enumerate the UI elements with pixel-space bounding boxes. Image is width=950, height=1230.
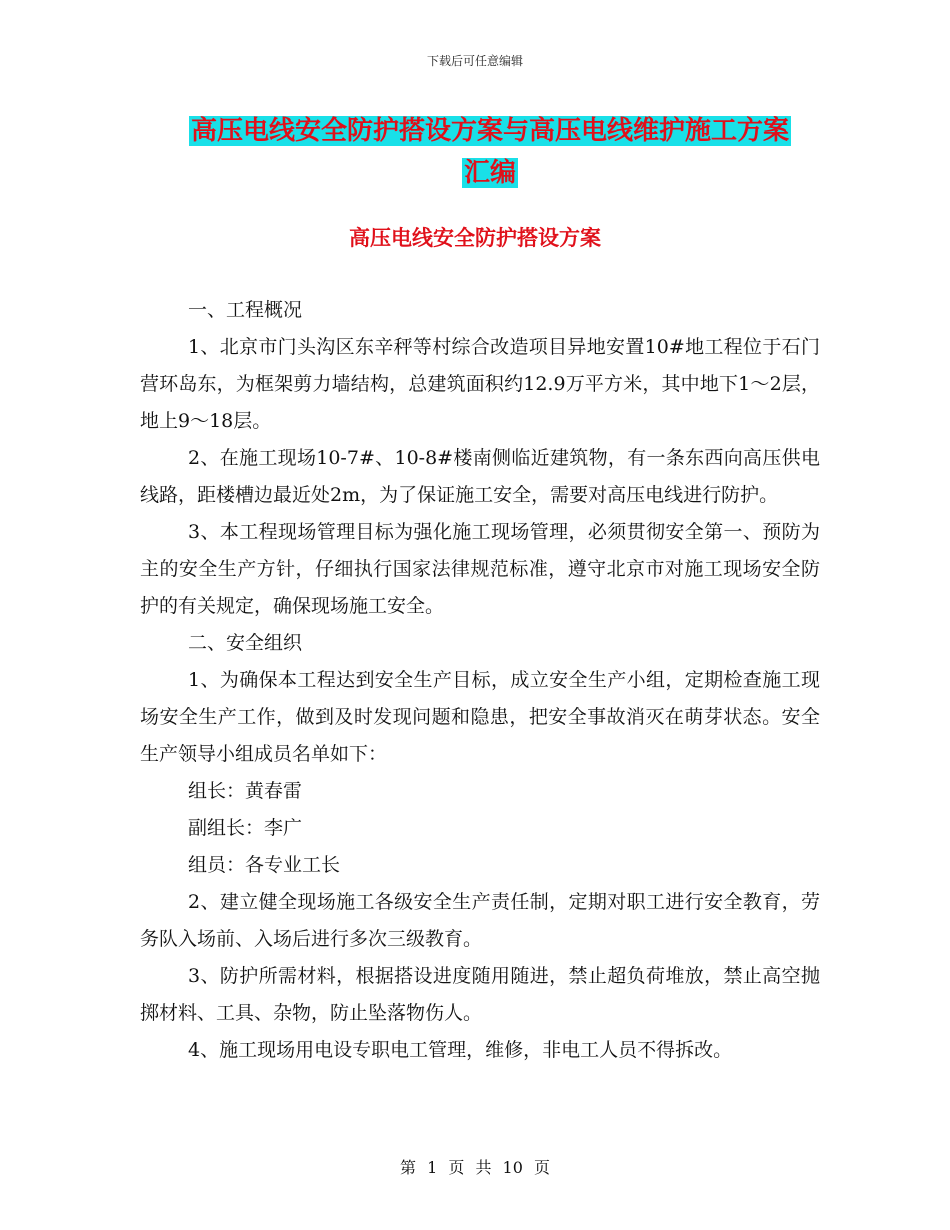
paragraph: 3、本工程现场管理目标为强化施工现场管理，必须贯彻安全第一、预防为主的安全生产方针，仔细执行国家法律规范标准，遵守北京市对施工现场安全防护的有关规定，确保现场施工安全。 [140,521,820,617]
document-title [140,110,840,194]
team-members: 组员：各专业工长 [188,854,341,876]
team-deputy-leader: 副组长：李广 [188,817,303,839]
team-leader: 组长：黄春雷 [188,780,303,802]
page-number: 第 1 页 共 10 页 [400,1158,550,1177]
title-line-1: 高压电线安全防护搭设方案与高压电线维护施工方案 [190,116,789,146]
title-line-2: 汇编 [463,158,516,188]
paragraph: 3、防护所需材料，根据搭设进度随用随进，禁止超负荷堆放，禁止高空抛掷材料、工具、杂物，防止坠落物伤人。 [140,965,820,1024]
paragraph: 4、施工现场用电设专职电工管理，维修，非电工人员不得拆改。 [188,1039,733,1061]
section-heading-overview: 一、工程概况 [188,299,303,321]
paragraph: 2、在施工现场10-7#、10-8#楼南侧临近建筑物，有一条东西向高压供电线路，距楼槽边最近处2m，为了保证施工安全，需要对高压电线进行防护。 [140,447,820,506]
paragraph: 2、建立健全现场施工各级安全生产责任制，定期对职工进行安全教育，劳务队入场前、入场后进行多次三级教育。 [140,891,820,950]
section-heading-organization: 二、安全组织 [188,632,303,654]
paragraph: 1、为确保本工程达到安全生产目标，成立安全生产小组，定期检查施工现场安全生产工作，做到及时发现问题和隐患，把安全事故消灭在萌芽状态。安全生产领导小组成员名单如下： [140,669,820,765]
section-title: 高压电线安全防护搭设方案 [349,225,601,250]
document-body [140,292,820,1069]
header-note: 下载后可任意编辑 [426,54,523,68]
paragraph: 1、北京市门头沟区东辛秤等村综合改造项目异地安置10#地工程位于石门营环岛东，为框架剪力墙结构，总建筑面积约12.9万平方米，其中地下1～2层，地上9～18层。 [140,336,820,432]
